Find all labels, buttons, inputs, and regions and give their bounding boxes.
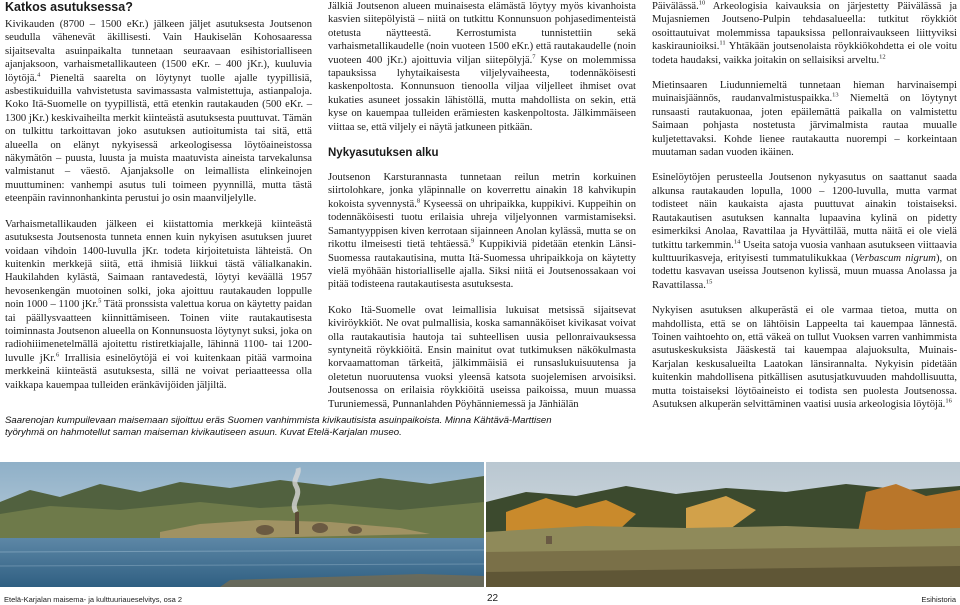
- paragraph-text: Yhtäkään joutsenolaista röykkiökohdetta ei ole voitu todeta haudaksi, vaikka joitakin on sellaisiksi arveltu.: [652, 41, 957, 66]
- caption-line: työryhmä on hahmotellut saman maiseman kivikautiseen asuun. Kuvat Etelä-Karjalan museo.: [5, 427, 402, 438]
- section-heading: Nykyasutuksen alku: [328, 147, 439, 160]
- footnote-ref: 15: [705, 278, 713, 286]
- text-column-2: [328, 0, 636, 423]
- text-column-3: [652, 0, 957, 423]
- stone-age-reconstruction-image: [0, 462, 484, 587]
- figure-caption: [5, 415, 955, 439]
- paragraph-text: ), on todettu kasvavan useissa Joutsenon kylissä, muun muassa Anolassa ja Ravattilassa.: [652, 252, 957, 291]
- footnote-ref: 13: [832, 91, 839, 99]
- paragraph: [652, 304, 957, 411]
- paragraph-text: Kivikauden (8700 – 1500 eKr.) jälkeen jäljet asutuksesta Joutsenon seudulla vähenevät äkillisesti. Vain Haukiselän Kohosaaressa sijaitsevalta asuinpaikalta tunnetaan seuraavaan esihistorialliseen ajanjaksoon, varhaismetallikauteen (1500 eKr. – 400 jKr.), kuuluvia löytöjä.: [5, 19, 312, 84]
- text-column-1: [5, 0, 312, 404]
- paragraph: [328, 0, 636, 134]
- paragraph: [5, 18, 312, 206]
- paragraph-text: Niemeltä on löytynyt runsaasti rautakuonaa, joten epäilemättä paikalla on valmistettu Saimaan pohjasta nostetusta järvimalmista rautaa muualle kuljetettavaksi. Kohde lienee rautakautta nuorempi – korkeintaan muutaman sadan vuoden ikäinen.: [652, 93, 957, 159]
- paragraph: [328, 304, 636, 411]
- paragraph-text: Päivälässä.: [652, 1, 699, 12]
- modern-landscape-image: [486, 462, 960, 587]
- paragraph-text: Kyseessä on uhripaikka, kuppikivi. Kuppeihin on todennäköisesti tuotu erilaisia uhreja viljelyonnen varmistamiseksi. Samantyyppisen kiven kerrotaan sijainneen Anolan kylässä, mutta se on rikottu ilmeisesti tietä tehtäessä.: [328, 198, 636, 251]
- footnote-ref: 8: [416, 197, 421, 205]
- landscape-photo: [486, 462, 960, 587]
- footnote-ref: 9: [470, 237, 475, 245]
- page-title: Katkos asutuksessa?: [5, 0, 133, 14]
- paragraph-text: Tätä pronssista valettua korua on käytetty paidan tai päällysvaatteen kiinnittämiseen. Toinen viite rautakautisesta toiminnasta Joutsenon alueella on Konnunsuosta löytynyt suksi, joka on radiohiiimenetelmällä ajoitettu ristiretkiajalle, lähinnä 1100- tai 1200-luvulle jKr.: [5, 299, 312, 364]
- paragraph-text: Arkeologisia kaivauksia on järjestetty Päivälässä ja Mujasniemen Joutseno-Pulpin tehdasalueella: tutkitut röykkiöt osoittautuivat molemmissa tapauksissa pellonraivaukseen liittyviksi kaskiraunioiksi.: [652, 1, 957, 53]
- paragraph: [5, 218, 312, 392]
- paragraph-text: Esinelöytöjen perusteella Joutsenon nykyasutus on saattanut saada alkunsa rautakauden lopulla, 1000 – 1200-luvulla, mutta varmat todisteet näin kaukaista ajasta puuttuvat ainakin toistaiseksi. Rautakautisen asutuksen kannalta lupaavina kylinä on pidetty esimerkiksi Anolaa, Ravattilaa ja Hyvättilää, mutta näitä ei ole vielä tutkittu tarkemmin.: [652, 172, 957, 251]
- paragraph-text: Useita satoja vuosia vanhaan asutukseen viittaavia kulttuurikasveja, erityisesti tummatulikukkaa (: [652, 239, 958, 264]
- caption-line: Saarenojan kumpuilevaan maisemaan sijoittuu eräs Suomen vanhimmista kivikautisista asuinpaikoista. Minna Kähtävä-Marttisen: [5, 415, 552, 426]
- paragraph-text: Pieneltä saarelta on löytynyt tuolle ajalle tyypillisiä, asbestikuiduilla vahvistetusta savimassasta valmistettuja, astianpaloja. Koko Itä-Suomelle on tyypillistä, että etenkin rautakauden (500 eKr. – 1300 jKr.) keskivaiheilta merkit kiinteästä asutuksesta puuttuvat. Tämän on tulkittu tarkoittavan joko asutuksen autioitumista tai sitä, että alueella on elänyt nykyisessä arkeologisessa löytöaineistossa näkymätön – puusta, luusta ja muista maatuvista aineista tarvekalunsa valmistanut – väestö. Ajanjaksolle on leimallista elinkeinojen muuttuminen: vanhempi asutus tuli toimeen pyynnillä, mutta tästä eteenpäin ravinnonhankinta perustui jo osin maanviljelylle.: [5, 72, 312, 205]
- footnote-ref: 16: [945, 397, 952, 405]
- paragraph: [652, 79, 957, 159]
- paragraph-text: Irrallisia esinelöytöjä ei voi kuitenkaan pitää varmoina merkkeinä kiinteästä asutuksesta, sillä ne voivat periaatteessa olla vaikkapa kauempaa tulleiden eränkävijöiden jäljiltä.: [5, 352, 312, 391]
- paragraph-text: Koko Itä-Suomelle ovat leimallisia lukuisat metsissä sijaitsevat kiviröykkiöt. Ne ovat pulmallisia, koska samannäköiset kivikasat voivat olla rautakautisia hautoja tai suhteellisen uusia pellonraivauksessa syntyneitä röykkiöitä. Ensin mainitut ovat tutkimuksen näkökulmasta korvaamattoman tärkeitä, jälkimmäisiä ei runsaslukuisuutensa ja oletetun nuoruutensa vuoksi yleensä katsota suojelemisen arvoisiksi. Joutsenossa on erilaisia röykkiöitä useissa paikoissa, muun muassa Turuniemessä, Punnanlahden Pöyhänniemessä ja Jänhiälän: [328, 304, 636, 410]
- footnote-ref: 10: [698, 0, 706, 7]
- paragraph: [652, 171, 957, 292]
- paragraph-text: Mietinsaaren Liudunniemeltä tunnetaan hieman harvinaisempi muinaisjäännös, raudanvalmistuspaikka.: [652, 80, 957, 105]
- paragraph-text: Joutsenon Karsturannasta tunnetaan reilun metrin korkuinen siirtolohkare, jonka yläpinnalle on koverrettu ainakin 18 kahvikupin kokoista syvennystä.: [328, 172, 636, 210]
- footer-publication: Etelä-Karjalan maisema- ja kulttuuriaueselvitys, osa 2: [4, 595, 182, 604]
- paragraph-text: Jälkiä Joutsenon alueen muinaisesta elämästä löytyy myös kivanhoista kasvien siitepölyistä – niitä on tutkittu Konnunsuon pohjasedimenteistä otetusta näytteestä. Kerrostumista tunnistettiin sekä varhaismetallikaudelle (noin vuoteen 1500 eKr.) että rautakaudelle (noin vuoteen 400 jKr.) ajoittuvia viljan siitepölyjä.: [328, 1, 636, 66]
- paragraph-text: Kuppikiviä pidetään etenkin Länsi-Suomessa rautakautisina, mutta Itä-Suomessa uhripaikkoja on käytetty vielä myöhään historialliselle ajalla. Siksi niitä ei Joutsenossakaan voi pitää todisteena rautakautisesta asutuksesta.: [328, 239, 637, 291]
- species-name: Verbascum nigrum: [854, 252, 936, 264]
- paragraph-text: Varhaismetallikauden jälkeen ei kiistattomia merkkejä kiinteästä asutuksesta Joutsenosta tunneta ennen kuin nykyisen asutuksen juuret voidaan vihdoin 1400-luvulla jKr. todeta kirjoitetuista lähteistä. On kuitenkin merkkejä siitä, että ihmisiä liikkui tästä välialkanakin. Haukilahden kylästä, Saimaan rantavedestä, löytyi keväällä 1957 hevosenkengän muotoinen solki, joka ajoittuu rautakauden loppulle noin 1000 – 1100 jKr.: [5, 218, 312, 311]
- footnote-ref: 5: [98, 297, 102, 305]
- paragraph-text: Kyse on molemmissa tapauksissa lyhytaikaisesta viljelyvaiheesta, todennäköisesti kaskenpoltosta. Konnunsuon tienoolla viljaa viljelleet ihmiset ovat kukaties asuneet jossakin lähistöllä, mutta mahdollista on sekin, että kyse on kauempaa tulleiden erämiesten kaskenpoltosta. Jälkimmäiseen viittaa se, että viljely ei näytä jatkuneen pitkään.: [328, 54, 636, 133]
- page-number: 22: [487, 593, 499, 604]
- footnote-ref: 4: [37, 71, 41, 79]
- footnote-ref: 6: [55, 351, 60, 359]
- paragraph: [328, 171, 636, 292]
- footnote-ref: 12: [879, 53, 886, 61]
- footnote-ref: 11: [719, 39, 726, 47]
- landscape-illustration: [0, 462, 484, 587]
- footnote-ref: 14: [733, 237, 741, 245]
- paragraph: [652, 0, 957, 67]
- footer-section: Esihistoria: [921, 595, 956, 604]
- footnote-ref: 7: [532, 53, 536, 61]
- paragraph-text: Nykyisen asutuksen alkuperästä ei ole varmaa tietoa, mutta on mahdollista, että se on lähtöisin Lappeelta tai kauempaa lännestä. Toinen vaihtoehto on, että väkeä on tullut Vuoksen varren vanhimmista asutuskeskuksista Jääskestä tai kauempaa alajuoksulta, Muinais-Karjalan keskusalueilta Laatokan länsirannalta. Nykyisin pidetään kuitenkin mahdollisena pitkällisen asutusjatkuvuuden mahdollisuutta, mutta toistaiseksi löytöaineisto ei todista sen puolesta Joutsenossa. Asutuksen alkuperän selvittäminen vaatisi uusia arkeologisia löytöjä.: [652, 305, 957, 410]
